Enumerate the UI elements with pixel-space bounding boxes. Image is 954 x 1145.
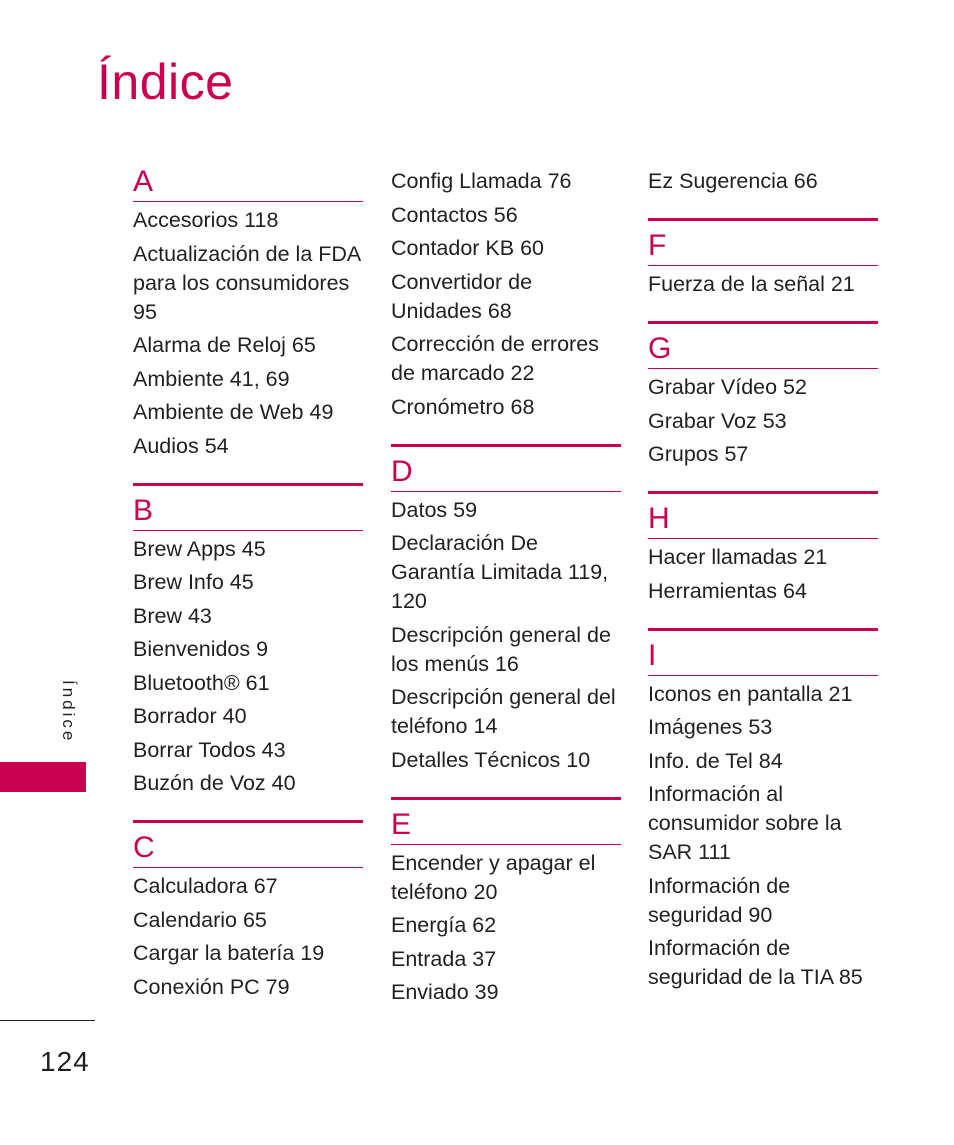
page-number: 124 [40,1046,90,1077]
section-letter: C [133,829,363,868]
index-entry: Corrección de errores de marcado 22 [391,332,599,385]
index-entry: Grupos 57 [648,442,749,466]
index-entry: Datos 59 [391,497,478,522]
index-column-3 [648,163,878,1014]
index-entry: Imágenes 53 [648,715,773,739]
index-entry: Fuerza de la señal 21 [648,272,855,296]
index-entry: Contactos 56 [391,202,518,227]
index-section-i [648,628,878,993]
index-entry: Ez Sugerencia 66 [648,169,818,193]
index-entry: Información al consumidor sobre la SAR 111 [648,782,842,864]
index-entry: Audios 54 [133,433,229,458]
index-entry: Hacer llamadas 21 [648,545,828,569]
section-letter: I [648,637,878,676]
index-column-2 [391,163,621,1029]
index-entry: Calculadora 67 [133,874,278,898]
index-entry: Info. de Tel 84 [648,748,783,773]
index-entry: Bluetooth® 61 [133,670,270,695]
index-entry: Brew Info 45 [133,570,254,594]
index-entry: Conexión PC 79 [133,974,290,999]
page-title: Índice [97,54,234,110]
index-section-d [391,444,621,775]
index-entry: Ambiente 41, 69 [133,366,290,391]
index-entry: Bienvenidos 9 [133,637,269,661]
index-entry: Calendario 65 [133,907,267,932]
index-entry: Descripción general del teléfono 14 [391,685,616,738]
index-entry: Información de seguridad 90 [648,873,791,927]
index-entry: Grabar Voz 53 [648,408,787,433]
index-entry: Enviado 39 [391,980,499,1004]
side-section-label: Índice [59,680,78,744]
index-entry: Herramientas 64 [648,578,807,603]
index-column-1 [133,163,363,1024]
section-letter: H [648,500,878,539]
index-entry: Detalles Técnicos 10 [391,747,591,772]
section-letter: F [648,227,878,266]
index-entry: Energía 62 [391,913,497,937]
index-section-b [133,483,363,799]
section-letter: D [391,453,621,492]
index-entry: Iconos en pantalla 21 [648,681,853,706]
section-letter: G [648,330,878,369]
index-entry: Borrador 40 [133,704,247,728]
index-entry: Alarma de Reloj 65 [133,333,316,357]
index-entry: Cargar la batería 19 [133,941,325,965]
section-letter: E [391,806,621,845]
index-entry: Declaración De Garantía Limitada 119, 120 [391,531,609,613]
side-section-tab [0,762,86,792]
index-entry: Brew Apps 45 [133,536,266,561]
index-entry: Información de seguridad de la TIA 85 [648,936,863,989]
index-section-g [648,321,878,469]
index-entry: Borrar Todos 43 [133,737,286,762]
footer-divider [0,1020,95,1021]
index-entry: Buzón de Voz 40 [133,771,296,795]
index-entry: Grabar Vídeo 52 [648,375,807,399]
index-section-continued [391,167,621,422]
index-section-c [133,820,363,1002]
section-letter: A [133,163,363,202]
index-section-f [648,218,878,299]
index-section-h [648,491,878,606]
index-section-continued [648,167,878,196]
index-entry: Contador KB 60 [391,236,544,260]
index-section-e [391,797,621,1008]
index-entry: Convertidor de Unidades 68 [391,269,533,323]
index-entry: Cronómetro 68 [391,394,535,419]
index-entry: Brew 43 [133,603,212,628]
index-entry: Config Llamada 76 [391,169,572,193]
index-entry: Descripción general de los menús 16 [391,622,611,676]
index-entry: Accesorios 118 [133,208,279,232]
index-entry: Encender y apagar el teléfono 20 [391,850,596,904]
index-entry: Actualización de la FDA para los consumidores 95 [133,241,361,324]
section-letter: B [133,492,363,531]
index-section-a [133,163,363,461]
index-entry: Entrada 37 [391,946,497,971]
index-entry: Ambiente de Web 49 [133,400,334,424]
